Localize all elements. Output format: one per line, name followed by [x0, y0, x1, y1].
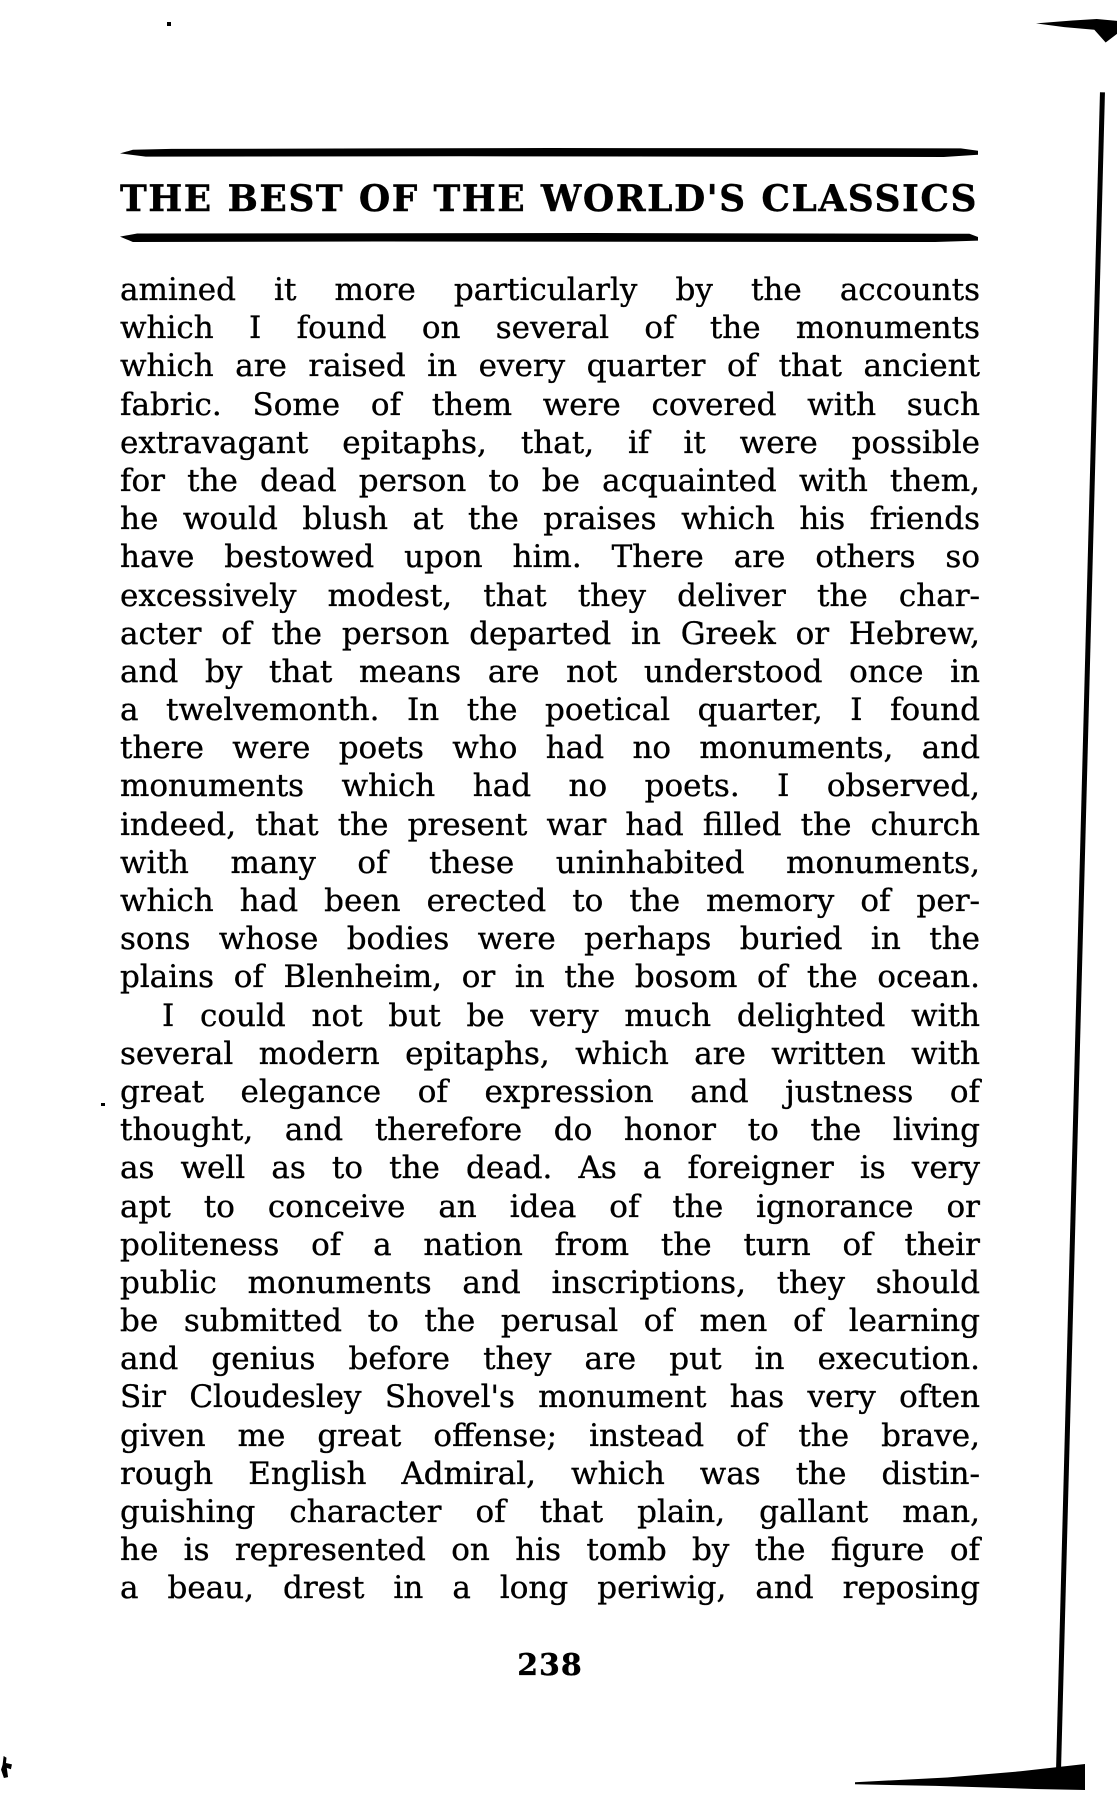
- text-line: as well as to the dead. As a foreigner is very: [120, 1150, 980, 1187]
- text-line: rough English Admiral, which was the distin-: [120, 1455, 980, 1492]
- page-number: 238: [517, 1648, 583, 1683]
- text-line: and by that means are not understood once in: [120, 653, 980, 690]
- text-line: amined it more particularly by the accounts: [120, 272, 980, 308]
- text-line: and genius before they are put in execution.: [120, 1341, 980, 1378]
- text-line: monuments which had no poets. I observed,: [120, 768, 980, 805]
- header-rule-top: [120, 148, 978, 157]
- text-line: politeness of a nation from the turn of their: [120, 1226, 980, 1263]
- text-line: with many of these uninhabited monuments,: [120, 844, 980, 881]
- text-line: guishing character of that plain, gallant man,: [120, 1494, 980, 1530]
- text-line: public monuments and inscriptions, they should: [120, 1264, 980, 1301]
- text-line: Sir Cloudesley Shovel's monument has very often: [120, 1379, 980, 1416]
- text-line: excessively modest, that they deliver the char-: [120, 577, 980, 614]
- text-line: a twelvemonth. In the poetical quarter, I found: [120, 692, 980, 729]
- text-line: several modern epitaphs, which are written with: [120, 1035, 980, 1072]
- body-text: [120, 271, 980, 1608]
- text-line: I could not but be very much delighted with: [162, 997, 980, 1034]
- header-rule-bottom: [120, 233, 978, 242]
- text-line: he would blush at the praises which his friends: [120, 501, 980, 538]
- text-line: great elegance of expression and justness of: [120, 1073, 980, 1110]
- text-line: extravagant epitaphs, that, if it were possible: [120, 424, 980, 461]
- scan-artifact-bottom-right-wedge: [855, 1764, 1085, 1790]
- text-line: which had been erected to the memory of per-: [120, 883, 980, 919]
- text-line: he is represented on his tomb by the figure of: [120, 1532, 980, 1569]
- text-line: apt to conceive an idea of the ignorance or: [120, 1188, 980, 1225]
- text-line: there were poets who had no monuments, and: [120, 730, 980, 767]
- text-line: which are raised in every quarter of that ancient: [120, 348, 980, 385]
- text-line: plains of Blenheim, or in the bosom of the ocean.: [120, 959, 980, 996]
- scan-artifact-top-right-wedge: [1036, 19, 1117, 43]
- text-line: sons whose bodies were perhaps buried in the: [120, 921, 980, 958]
- text-line: which I found on several of the monuments: [120, 310, 980, 347]
- text-line: acter of the person departed in Greek or Hebrew,: [120, 615, 980, 652]
- text-line: fabric. Some of them were covered with such: [120, 386, 980, 423]
- scan-artifact-left-speck: [101, 1103, 105, 1106]
- text-line: be submitted to the perusal of men of learning: [120, 1303, 980, 1340]
- text-line: indeed, that the present war had filled the church: [120, 806, 980, 843]
- scan-artifact-right-edge-line: [1056, 92, 1105, 1770]
- text-line: thought, and therefore do honor to the living: [120, 1112, 980, 1149]
- text-line: for the dead person to be acquainted with them,: [120, 462, 980, 499]
- text-line: have bestowed upon him. There are others so: [120, 539, 980, 576]
- text-line: given me great offense; instead of the brave,: [120, 1417, 980, 1454]
- scan-artifact-top-speck: [167, 22, 171, 26]
- scan-artifact-bottom-left-ink-mark: [0, 1756, 13, 1778]
- running-title: THE BEST OF THE WORLD'S CLASSICS: [120, 178, 978, 220]
- text-line: a beau, drest in a long periwig, and reposing: [120, 1570, 980, 1607]
